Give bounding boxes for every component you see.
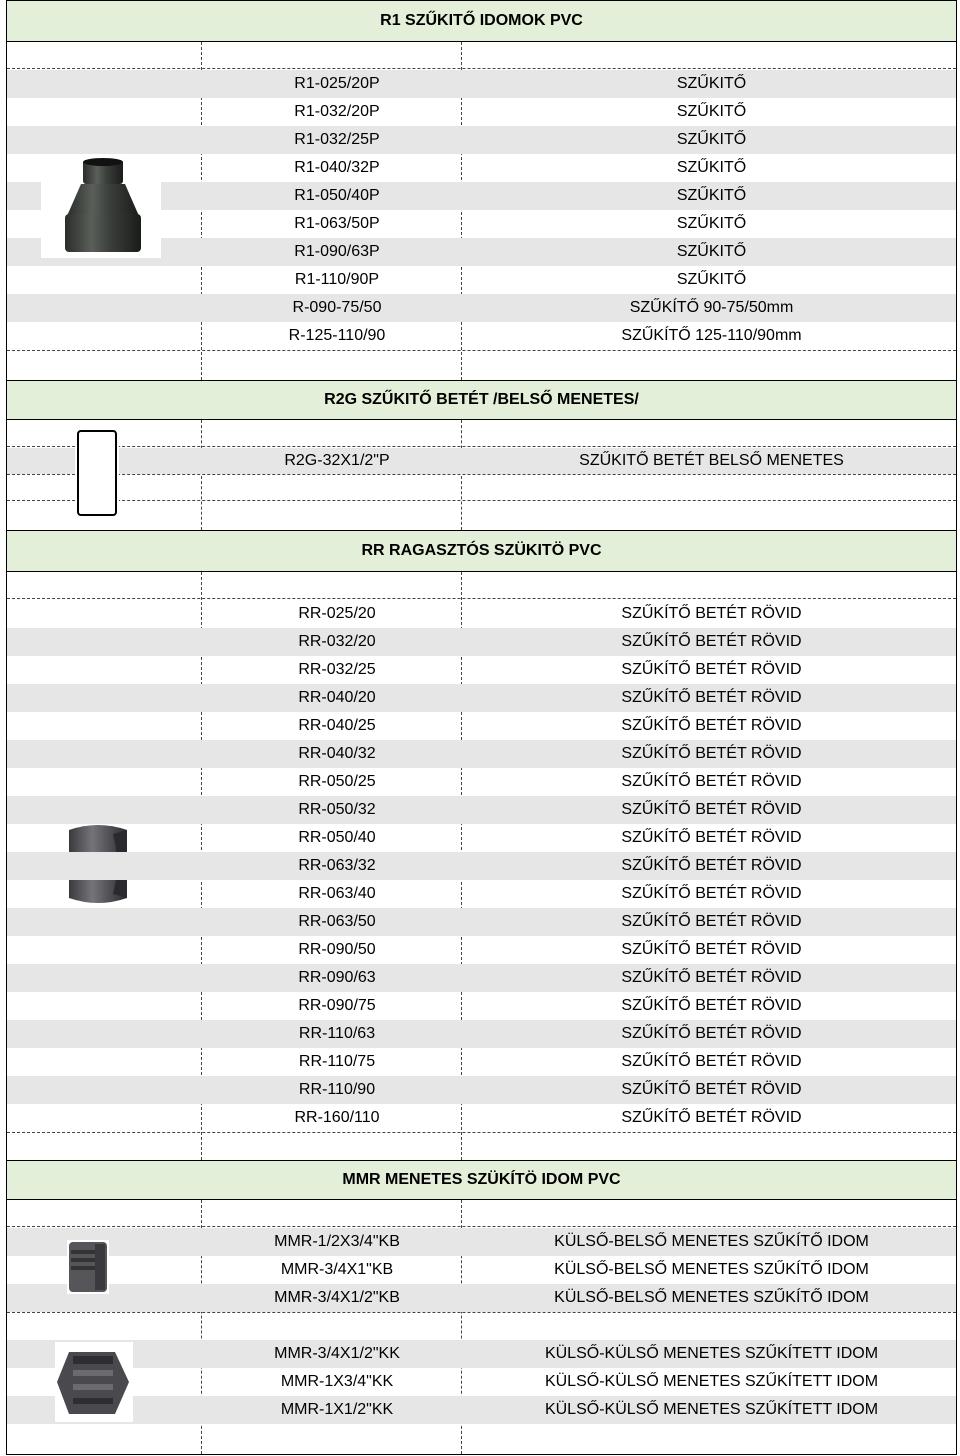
section-header-mmr: MMR MENETES SZÜKÍTÖ IDOM PVC [7,1160,956,1200]
product-description: SZŰKÍTŐ BETÉT RÖVID [621,633,802,650]
product-code: RR-090/63 [298,969,376,986]
insert-outline-photo [75,428,119,518]
product-code: R1-110/90P [294,271,380,288]
product-description: SZŰKITŐ [676,131,747,148]
product-description: SZŰKÍTŐ BETÉT RÖVID [621,997,802,1014]
product-code: RR-063/32 [298,857,376,874]
product-description: SZŰKÍTŐ 125-110/90mm [621,327,802,344]
product-code: RR-032/25 [298,661,376,678]
product-description: SZŰKÍTŐ BETÉT RÖVID [621,857,802,874]
product-code: RR-110/75 [298,1053,376,1070]
row-divider [7,598,956,599]
product-description: SZŰKÍTŐ BETÉT RÖVID [621,1025,802,1042]
row-divider [7,500,956,501]
product-code: RR-025/20 [298,605,376,622]
product-description: SZŰKÍTŐ BETÉT RÖVID [621,1109,802,1126]
product-description: SZŰKÍTŐ BETÉT RÖVID [621,1081,802,1098]
product-description: SZŰKITŐ [676,243,747,260]
product-code: R2G-32X1/2"P [284,452,390,469]
product-code: RR-040/32 [298,745,376,762]
product-description: SZŰKÍTŐ 90-75/50mm [629,299,794,316]
row-divider [7,1312,956,1313]
product-code: RR-050/25 [298,773,376,790]
product-description: KÜLSŐ-KÜLSŐ MENETES SZŰKÍTETT IDOM [544,1373,879,1390]
product-code: MMR-3/4X1/2"KB [274,1289,400,1306]
product-code: R1-050/40P [294,187,380,204]
product-code: R1-040/32P [294,159,380,176]
product-code: R1-032/25P [294,131,380,148]
product-description: KÜLSŐ-KÜLSŐ MENETES SZŰKÍTETT IDOM [544,1345,879,1362]
section-rr [7,572,956,1160]
product-code: RR-090/75 [298,997,376,1014]
product-code: RR-032/20 [298,633,376,650]
product-description: SZŰKÍTŐ BETÉT RÖVID [621,941,802,958]
row-divider [7,1132,956,1133]
product-code: MMR-3/4X1/2"KK [274,1345,400,1362]
product-description: SZŰKÍTŐ BETÉT RÖVID [621,913,802,930]
product-description: SZŰKITŐ [676,215,747,232]
hex-nipple-photo [55,1342,133,1422]
product-description: SZŰKÍTŐ BETÉT RÖVID [621,717,802,734]
product-code: R1-032/20P [294,103,380,120]
product-code: RR-160/110 [294,1109,380,1126]
product-code: R1-090/63P [294,243,380,260]
section-header-r2g: R2G SZŰKITŐ BETÉT /BELSŐ MENETES/ [7,380,956,420]
product-code: RR-110/63 [298,1025,376,1042]
product-description: SZŰKITŐ [676,75,747,92]
product-description: SZŰKÍTŐ BETÉT RÖVID [621,661,802,678]
threaded-bushing-photo [67,1240,109,1294]
column-divider [201,420,202,530]
product-code: RR-040/20 [298,689,376,706]
section-mmr [7,1200,956,1454]
product-description: SZŰKÍTŐ BETÉT RÖVID [621,689,802,706]
product-description: SZŰKITŐ [676,103,747,120]
product-description: KÜLSŐ-BELSŐ MENETES SZŰKÍTŐ IDOM [554,1233,869,1250]
product-description: SZŰKÍTŐ BETÉT RÖVID [621,605,802,622]
product-description: SZŰKÍTŐ BETÉT RÖVID [621,885,802,902]
product-code: RR-063/50 [298,913,376,930]
row-divider [7,68,956,69]
product-code: MMR-1X1/2"KK [280,1401,394,1418]
product-code: R-090-75/50 [292,299,382,316]
product-code: MMR-1X3/4"KK [280,1373,394,1390]
product-code: RR-050/32 [298,801,376,818]
product-description: KÜLSŐ-BELSŐ MENETES SZŰKÍTŐ IDOM [554,1261,869,1278]
product-description: SZŰKITŐ BETÉT BELSŐ MENETES [579,452,844,469]
product-description: KÜLSŐ-KÜLSŐ MENETES SZŰKÍTETT IDOM [544,1401,879,1418]
section-header-r1: R1 SZŰKITŐ IDOMOK PVC [7,0,956,42]
product-description: SZŰKÍTŐ BETÉT RÖVID [621,1053,802,1070]
product-description: SZŰKITŐ [676,271,747,288]
product-description: SZŰKÍTŐ BETÉT RÖVID [621,745,802,762]
product-code: R1-025/20P [294,75,380,92]
product-description: SZŰKÍTŐ BETÉT RÖVID [621,801,802,818]
product-description: SZŰKITŐ [676,159,747,176]
product-code: RR-110/90 [298,1081,376,1098]
product-code: RR-063/40 [298,885,376,902]
product-code: R1-063/50P [294,215,380,232]
column-divider [461,420,462,530]
section-header-rr: RR RAGASZTÓS SZÜKITÖ PVC [7,530,956,572]
product-code: RR-090/50 [298,941,376,958]
product-code: R-125-110/90 [288,327,386,344]
product-description: SZŰKÍTŐ BETÉT RÖVID [621,829,802,846]
section-r2g [7,420,956,530]
product-description: SZŰKÍTŐ BETÉT RÖVID [621,773,802,790]
product-code: MMR-1/2X3/4"KB [274,1233,400,1250]
product-code: RR-040/25 [298,717,376,734]
product-description: SZŰKÍTŐ BETÉT RÖVID [621,969,802,986]
product-code: RR-050/40 [298,829,376,846]
price-list-page [6,0,957,1455]
product-code: MMR-3/4X1"KB [280,1261,394,1278]
product-description: SZŰKITŐ [676,187,747,204]
reducer-fitting-photo [41,154,161,258]
product-description: KÜLSŐ-BELSŐ MENETES SZŰKÍTŐ IDOM [554,1289,869,1306]
row-divider [7,350,956,351]
row-divider [7,1226,956,1227]
section-r1 [7,42,956,380]
